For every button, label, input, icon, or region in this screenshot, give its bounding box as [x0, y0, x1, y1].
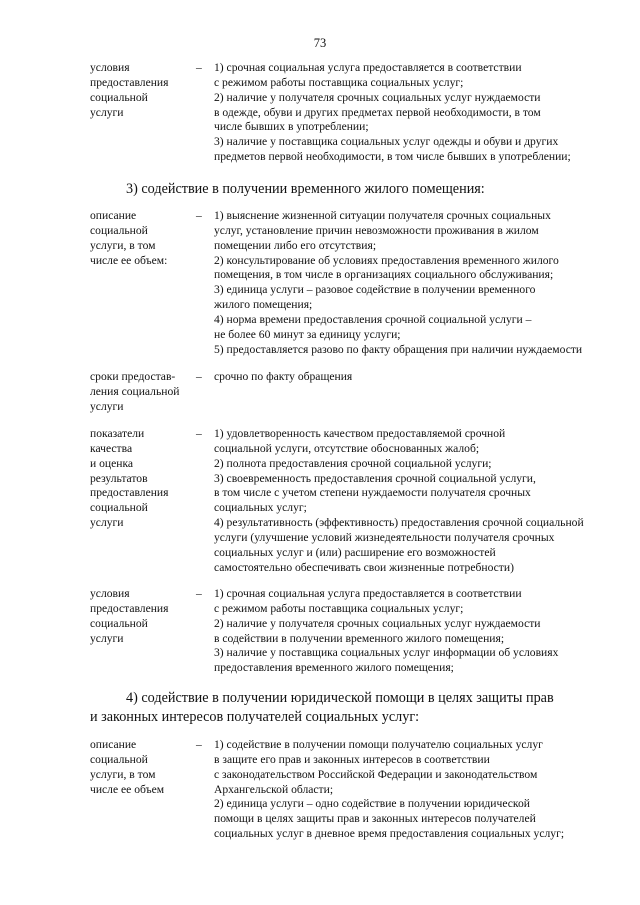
- section-heading-4-continued: и законных интересов получателей социальных услуг:: [90, 709, 420, 725]
- term-description: 1) содействие в получении помощи получателю социальных услуг в защите его прав и законных интересов в соответствии с законодательством Российской Федерации и законодательством Архангельской области; 2) единица услуги – одно содействие в получении юридической помощи в целях защиты прав и законных интересов получателей социальных услуг в дневное время предоставления социальных услуг;: [214, 738, 565, 841]
- service-conditions-block: [90, 61, 600, 165]
- page-number: 73: [313, 36, 327, 50]
- dash: –: [196, 370, 202, 383]
- dash: –: [196, 587, 202, 600]
- term-label: описание социальной услуги, в том числе ее объем:: [90, 209, 168, 267]
- service-conditions-block: [90, 587, 600, 676]
- service-description-block: [90, 738, 600, 842]
- dash: –: [196, 738, 202, 751]
- term-description: 1) срочная социальная услуга предоставляется в соответствии с режимом работы поставщика социальных услуг; 2) наличие у получателя срочных социальных услуг нуждаемости в содействии в получении временного жилого помещения; 3) наличие у поставщика социальных услуг информации об условиях предоставления временного жилого помещения;: [214, 587, 559, 675]
- term-label: показатели качества и оценка результатов предоставления социальной услуги: [90, 427, 169, 530]
- term-label: сроки предостав- ления социальной услуги: [90, 370, 180, 413]
- term-label: описание социальной услуги, в том числе ее объем: [90, 738, 165, 796]
- section-heading-4: 4) содействие в получении юридической помощи в целях защиты прав: [126, 690, 554, 706]
- dash: –: [196, 209, 202, 222]
- term-description: 1) срочная социальная услуга предоставляется в соответствии с режимом работы поставщика социальных услуг; 2) наличие у получателя срочных социальных услуг нуждаемости в одежде, обуви и других предметах первой необходимости, в том числе бывших в употреблении; 3) наличие у поставщика социальных услуг одежды и обуви и других предметов первой необходимости, в том числе бывших в употреблении;: [214, 61, 571, 164]
- section-heading-3: 3) содействие в получении временного жилого помещения:: [126, 181, 485, 197]
- term-label: условия предоставления социальной услуги: [90, 587, 169, 645]
- term-description: 1) выяснение жизненной ситуации получателя срочных социальных услуг, установление причин невозможности проживания в жилом помещении либо его отсутствия; 2) консультирование об условиях предоставления временного жилого помещения, в том числе в организациях социального обслуживания; 3) единица услуги – разовое содействие в получении временного жилого помещения; 4) норма времени предоставления срочной социальной услуги – не более 60 минут за единицу услуги; 5) предоставляется разово по факту обращения при наличии нуждаемости: [214, 209, 583, 356]
- dash: –: [196, 427, 202, 440]
- term-description: срочно по факту обращения: [214, 370, 353, 383]
- term-description: 1) удовлетворенность качеством предоставляемой срочной социальной услуги, отсутствие обоснованных жалоб; 2) полнота предоставления срочной социальной услуги; 3) своевременность предоставления срочной социальной услуги, в том числе с учетом степени нуждаемости получателя срочных социальных услуг; 4) результативность (эффективность) предоставления срочной социальной услуги (улучшение условий жизнедеятельности получателя срочных социальных услуг и (или) расширение его возможностей самостоятельно обеспечивать свои жизненные потребности): [214, 427, 584, 574]
- service-description-block: [90, 209, 600, 357]
- service-terms-block: [90, 370, 600, 415]
- dash: –: [196, 61, 202, 74]
- term-label: условия предоставления социальной услуги: [90, 61, 169, 119]
- quality-indicators-block: [90, 427, 600, 575]
